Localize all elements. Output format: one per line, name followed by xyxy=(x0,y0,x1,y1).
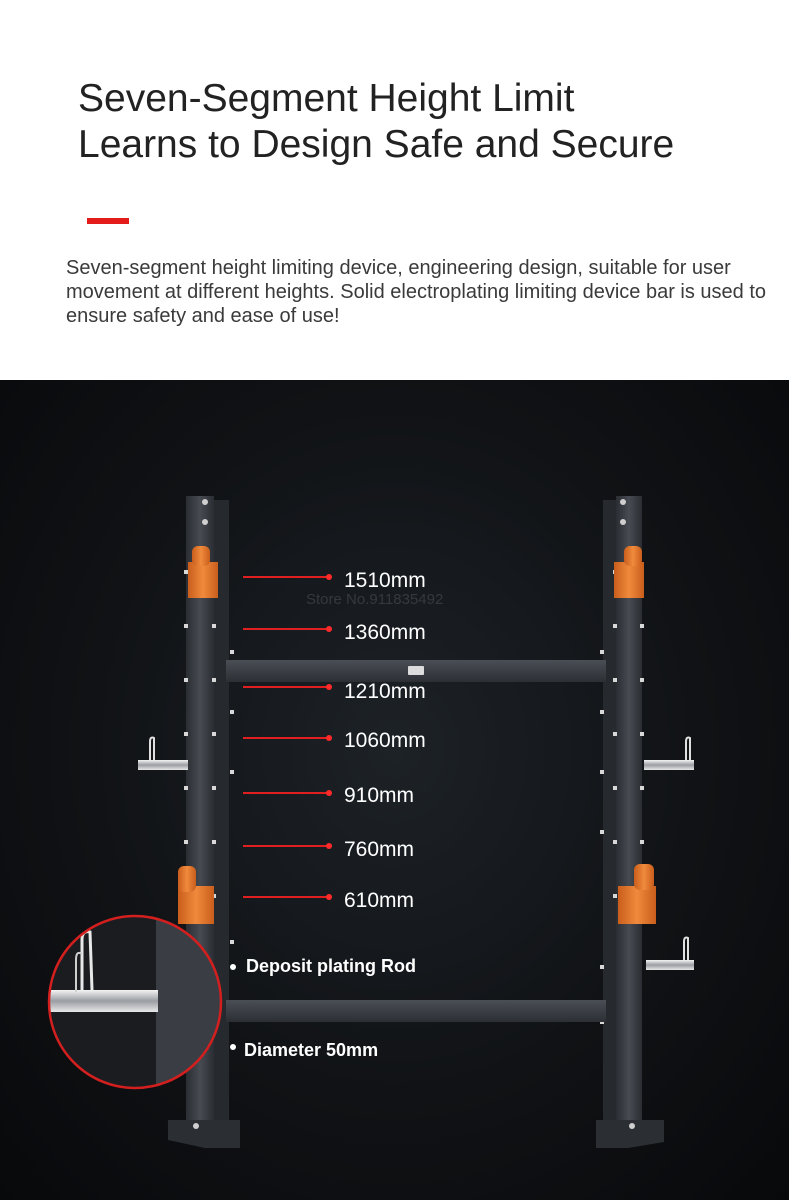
foot-left xyxy=(168,1120,240,1148)
accent-divider xyxy=(87,218,129,224)
lower-crossbeam xyxy=(226,1000,606,1022)
height-indicator-lines xyxy=(243,577,328,897)
j-hook-upper-right xyxy=(614,562,644,598)
storage-rod-right-upper xyxy=(644,760,694,770)
title-line-1: Seven-Segment Height Limit xyxy=(78,77,575,120)
j-hook-upper-left xyxy=(188,562,218,598)
product-photo xyxy=(0,380,789,1200)
height-label-610: 610mm xyxy=(344,889,415,912)
diameter-label: Diameter 50mm xyxy=(244,1040,379,1060)
height-label-1060: 1060mm xyxy=(344,729,426,752)
watermark-text: Store No.911835492 xyxy=(306,591,444,608)
rod-label: Deposit plating Rod xyxy=(246,956,416,976)
height-label-1360: 1360mm xyxy=(344,621,426,644)
height-label-1510: 1510mm xyxy=(344,569,426,592)
storage-rod-right-lower xyxy=(646,960,694,970)
title-line-2: Learns to Design Safe and Secure xyxy=(78,123,675,166)
crossbeam-badge xyxy=(408,666,424,675)
height-label-1210: 1210mm xyxy=(344,680,426,703)
page-title xyxy=(78,76,758,168)
storage-rod-left xyxy=(138,760,188,770)
height-label-760: 760mm xyxy=(344,838,415,861)
intro-section xyxy=(0,0,789,380)
j-hook-lower-right xyxy=(618,886,656,924)
height-label-910: 910mm xyxy=(344,784,415,807)
description-text: Seven-segment height limiting device, engineering design, suitable for user movement at different heights. Solid electroplating limiting device bar is used to ensure safety and ease of use! xyxy=(66,257,767,327)
